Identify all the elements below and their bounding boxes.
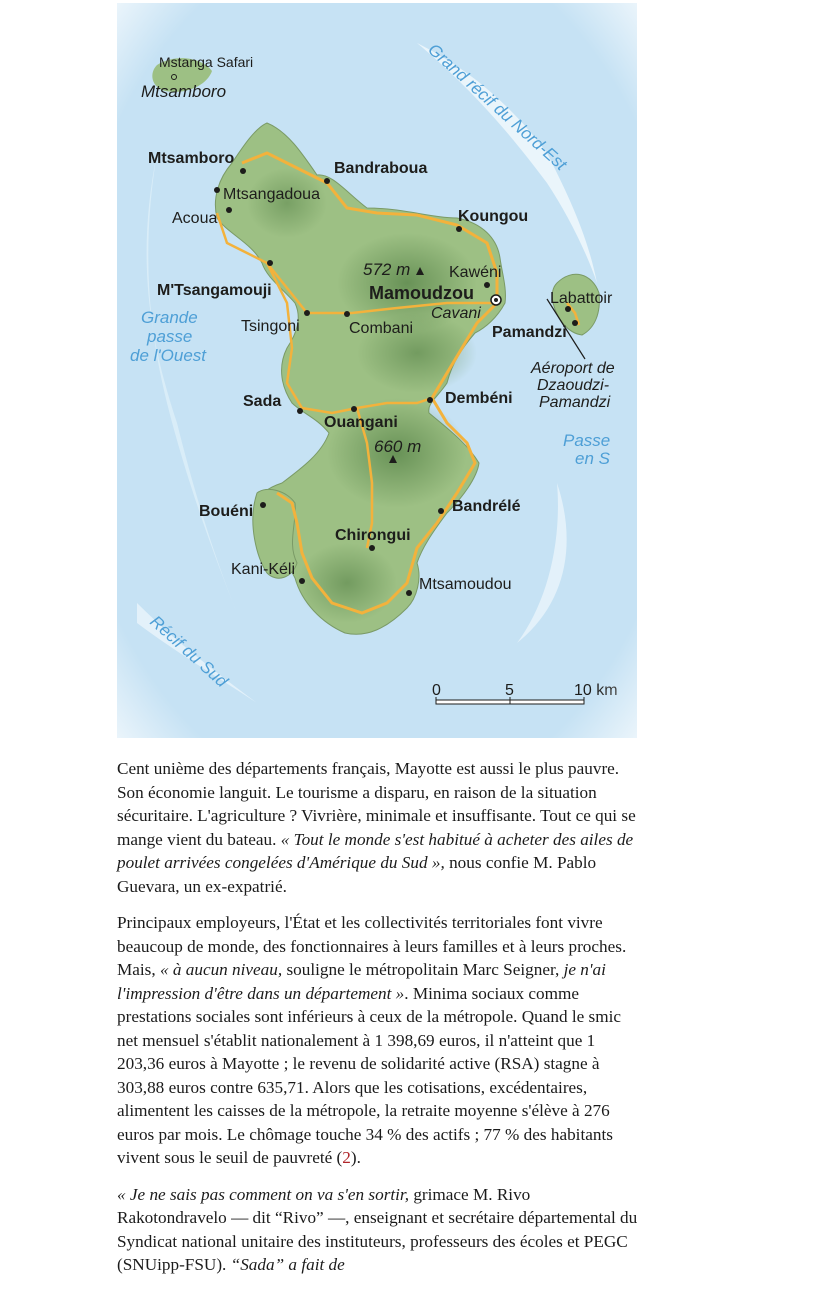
p3-a: grimace M. Rivo Rakotondravelo — dit “Rivo” —, enseignant et secrétaire départemental du Syndicat national unitaire des instituteurs, professeurs des écoles et PEGC (SNUipp-FSU).: [117, 1184, 638, 1274]
p1-end: nous confie M. Pablo Guevara, un ex-expatrié.: [117, 853, 597, 896]
p3-quote-2: “Sada” a fait de: [230, 1255, 345, 1274]
p3-quote: « Je ne sais pas comment on va s'en sortir,: [117, 1184, 410, 1204]
p1-text: Cent unième des départements français, Mayotte est aussi le plus pauvre. Son économie languit. Le tourisme a disparu, en raison de la situation sécuritaire. L'agriculture ? Vivrière, minimale et insuffisante. Tout ce qui se mange vient du bateau.: [117, 759, 636, 849]
footnote-ref-2[interactable]: 2: [342, 1148, 351, 1167]
mayotte-map: [117, 3, 637, 738]
paragraph-1: [117, 757, 642, 898]
p2-quote-1: « à aucun niveau,: [159, 960, 283, 979]
p1-quote: « Tout le monde s'est habitué à acheter des ailes de poulet arrivées congelées d'Amérique du Sud »,: [117, 829, 634, 872]
p2-b: souligne le métropolitain Marc Seigner,: [282, 960, 564, 979]
p2-quote-2: je n'ai l'impression d'être dans un département »: [117, 960, 606, 1003]
p2-a: Principaux employeurs, l'État et les collectivités territoriales font vivre beaucoup de monde, des fonctionnaires à leurs familles et à leurs proches. Mais,: [117, 913, 627, 979]
paragraph-2: [117, 911, 642, 1170]
paragraph-3: [117, 1183, 642, 1277]
p2-d: ).: [350, 1148, 361, 1167]
p2-c: . Minima sociaux comme prestations sociales sont inférieurs à ceux de la métropole. Quand le smic net mensuel s'établit nationalement à 1 398,69 euros, il n'atteint que 1 203,36 euros à Mayotte ; le revenu de solidarité active (RSA) stagne à 303,88 euros contre 635,71. Alors que les cotisations, excédentaires, alimentent les caisses de la métropole, la retraite moyenne s'élève à 276 euros par mois. Le chômage touche 34 % des actifs ; 77 % des habitants vivent sous le seuil de pauvreté (: [117, 983, 622, 1167]
edge-fade: [117, 3, 637, 738]
article-body: [117, 757, 642, 1290]
